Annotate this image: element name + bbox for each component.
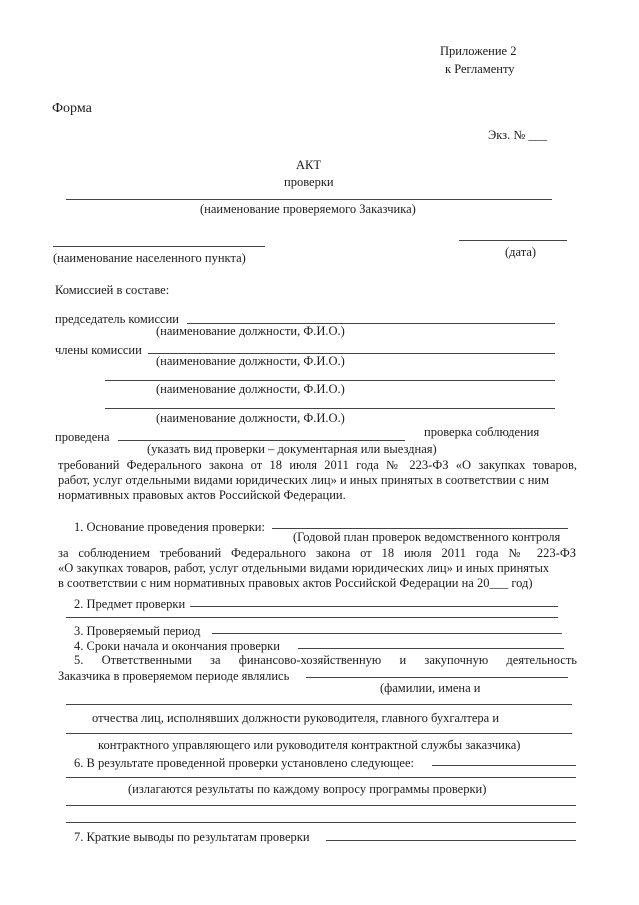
member-2-hint: (наименование должности, Ф.И.О.) (156, 382, 345, 396)
members-label: члены комиссии (55, 343, 142, 357)
member-3-hint: (наименование должности, Ф.И.О.) (156, 411, 345, 425)
section-7-label: 7. Краткие выводы по результатам проверки (74, 830, 310, 844)
section-7-line (326, 840, 576, 841)
section-1-line (272, 528, 568, 529)
section-1-text-line-3: «О закупках товаров, работ, услуг отдельными видами юридических лиц» и иных принятых (58, 561, 550, 575)
chairman-label: председатель комиссии (55, 312, 179, 326)
section-5-line-1: 5. Ответственными за финансово-хозяйственную и закупочную деятельность (74, 653, 577, 667)
member-line-2 (105, 380, 555, 381)
date-line (459, 240, 567, 241)
section-1-text-line-2: за соблюдением требований Федерального закона от 18 июля 2011 года № 223-ФЗ (58, 546, 576, 560)
section-5-hint-2: отчества лиц, исполнявших должности руководителя, главного бухгалтера и (92, 711, 500, 725)
conducted-text-line-3: работ, услуг отдельными видами юридических лиц» и иных принятых в соответствии с ним (58, 473, 549, 487)
section-3-label: 3. Проверяемый период (74, 624, 201, 638)
section-5-hint-1: (фамилии, имена и (380, 681, 481, 695)
act-title: АКТ (296, 158, 321, 172)
section-6-label: 6. В результате проведенной проверки установлено следующее: (74, 756, 414, 770)
conducted-suffix: проверка соблюдения (424, 425, 540, 439)
date-hint: (дата) (505, 245, 537, 259)
conducted-text-line-2: требований Федерального закона от 18 июля 2011 года № 223-ФЗ «О закупках товаров, (58, 458, 577, 472)
section-6-line (432, 765, 576, 766)
section-1-hint: (Годовой план проверок ведомственного контроля (293, 530, 561, 544)
member-1-hint: (наименование должности, Ф.И.О.) (156, 354, 345, 368)
section-4-label: 4. Сроки начала и окончания проверки (74, 639, 280, 653)
section-5-line-b (66, 733, 572, 734)
check-type-line (118, 440, 405, 441)
copy-number: Экз. № ___ (488, 128, 548, 142)
section-6-line-a (66, 777, 576, 778)
locality-line (53, 246, 265, 247)
commission-intro: Комиссией в составе: (55, 283, 170, 297)
section-2-line (190, 606, 558, 607)
section-2-line-2 (66, 617, 558, 618)
appendix-line-2: к Регламенту (445, 62, 515, 76)
section-6-line-b (66, 805, 576, 806)
section-5-hint-3: контрактного управляющего или руководителя контрактной службы заказчика) (98, 738, 521, 752)
check-type-hint: (указать вид проверки – документарная или выездная) (147, 442, 437, 456)
conducted-label: проведена (55, 430, 110, 444)
section-1-text-line-4: в соответствии с ним нормативных правовых актов Российской Федерации на 20___ год) (58, 576, 533, 590)
section-5-line-a (66, 704, 572, 705)
section-3-line (212, 633, 562, 634)
act-subtitle: проверки (284, 175, 334, 189)
member-line-3 (105, 408, 555, 409)
appendix-line-1: Приложение 2 (440, 44, 517, 58)
section-1-label: 1. Основание проведения проверки: (74, 520, 265, 534)
section-2-label: 2. Предмет проверки (74, 597, 186, 611)
section-5-responsible-line (306, 677, 568, 678)
section-5-line-2: Заказчика в проверяемом периоде являлись (58, 669, 290, 683)
section-6-hint: (излагаются результаты по каждому вопросу программы проверки) (128, 782, 487, 796)
section-4-line (298, 648, 564, 649)
locality-hint: (наименование населенного пункта) (53, 251, 246, 265)
customer-name-line (66, 199, 552, 200)
conducted-text-line-4: нормативных правовых актов Российской Федерации. (58, 488, 346, 502)
form-label: Форма (52, 101, 92, 116)
customer-name-hint: (наименование проверяемого Заказчика) (200, 202, 416, 216)
section-6-line-c (66, 822, 576, 823)
chairman-hint: (наименование должности, Ф.И.О.) (156, 324, 345, 338)
